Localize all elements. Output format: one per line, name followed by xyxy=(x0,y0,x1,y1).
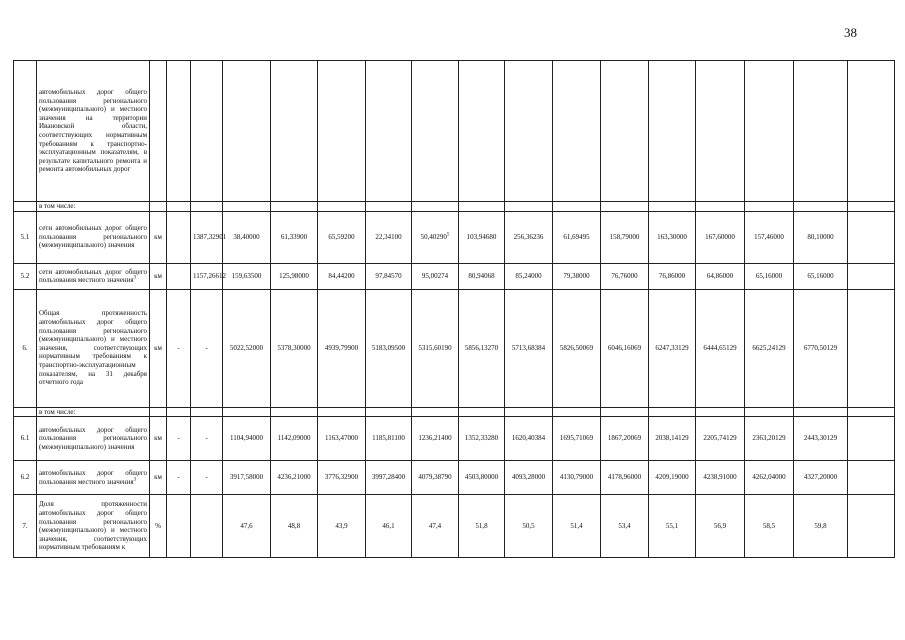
value-cell xyxy=(191,495,223,558)
value-cell: 4262,04000 xyxy=(745,461,794,495)
value-cell xyxy=(271,202,318,212)
value-cell: 6247,33129 xyxy=(649,289,696,407)
value-cell: 2363,20129 xyxy=(745,417,794,461)
value-cell xyxy=(601,407,649,417)
value-cell xyxy=(366,407,412,417)
value-cell xyxy=(191,407,223,417)
footnote-marker: 3 xyxy=(133,275,137,281)
value-cell: - xyxy=(191,461,223,495)
value-cell: - xyxy=(167,417,191,461)
table-row xyxy=(14,461,895,495)
row-description-cell: сети автомобильных дорог общего пользования местного значения$^3$ xyxy=(37,263,150,289)
value-cell: 6444,65129 xyxy=(696,289,745,407)
row-description-cell: в том числе: xyxy=(37,202,150,212)
value-cell: 47,6 xyxy=(223,495,271,558)
value-cell xyxy=(794,407,848,417)
value-cell: - xyxy=(167,289,191,407)
value-cell xyxy=(223,407,271,417)
value-cell: 43,9 xyxy=(318,495,366,558)
value-cell xyxy=(553,61,601,202)
value-cell xyxy=(649,61,696,202)
value-cell: 103,94680 xyxy=(459,211,505,263)
value-cell: 51,8 xyxy=(459,495,505,558)
value-cell xyxy=(745,202,794,212)
row-index-cell: 7. xyxy=(14,495,37,558)
table-row xyxy=(14,407,895,417)
value-cell xyxy=(167,495,191,558)
row-index-cell xyxy=(14,407,37,417)
value-cell xyxy=(412,61,459,202)
value-cell xyxy=(848,417,895,461)
value-cell: 65,16000 xyxy=(794,263,848,289)
value-cell xyxy=(848,263,895,289)
value-cell: 167,60000 xyxy=(696,211,745,263)
value-cell: 2205,74129 xyxy=(696,417,745,461)
value-cell xyxy=(505,61,553,202)
value-cell: 1104,94000 xyxy=(223,417,271,461)
value-cell: 59,8 xyxy=(794,495,848,558)
value-cell: 5315,60190 xyxy=(412,289,459,407)
value-cell: 38,40000 xyxy=(223,211,271,263)
value-cell: 5856,13270 xyxy=(459,289,505,407)
value-cell: 4238,91000 xyxy=(696,461,745,495)
value-cell: 50,5 xyxy=(505,495,553,558)
value-cell: 1387,32901 xyxy=(191,211,223,263)
value-cell: 2443,30129 xyxy=(794,417,848,461)
row-index-cell: 6.2 xyxy=(14,461,37,495)
value-cell: 4093,28000 xyxy=(505,461,553,495)
value-cell xyxy=(848,211,895,263)
value-cell: 80,10000 xyxy=(794,211,848,263)
value-cell: 58,5 xyxy=(745,495,794,558)
value-cell: 47,4 xyxy=(412,495,459,558)
unit-cell: % xyxy=(150,495,167,558)
unit-cell xyxy=(150,61,167,202)
value-cell xyxy=(848,289,895,407)
value-cell xyxy=(191,202,223,212)
row-index-cell: 6.1 xyxy=(14,417,37,461)
value-cell: 4130,79000 xyxy=(553,461,601,495)
value-cell: 4209,19000 xyxy=(649,461,696,495)
value-cell: - xyxy=(191,289,223,407)
value-cell xyxy=(745,61,794,202)
value-cell: 61,69495 xyxy=(553,211,601,263)
value-cell: 56,9 xyxy=(696,495,745,558)
row-description-cell: сети автомобильных дорог общего пользования регионального (межмуниципального) значения xyxy=(37,211,150,263)
value-cell: 76,76000 xyxy=(601,263,649,289)
value-cell xyxy=(848,461,895,495)
value-cell: 64,86000 xyxy=(696,263,745,289)
value-cell: 53,4 xyxy=(601,495,649,558)
value-cell: 50,40290$^5$ xyxy=(412,211,459,263)
value-cell xyxy=(696,202,745,212)
row-description-cell: Доля протяженности автомобильных дорог общего пользования регионального (межмуниципального) и местного значения, соответствующих нормативным требованиям к xyxy=(37,495,150,558)
unit-cell xyxy=(150,202,167,212)
value-cell: 125,98000 xyxy=(271,263,318,289)
value-cell xyxy=(412,407,459,417)
value-cell: 1163,47000 xyxy=(318,417,366,461)
value-cell: 46,1 xyxy=(366,495,412,558)
value-cell xyxy=(459,61,505,202)
value-cell xyxy=(167,263,191,289)
value-cell: 84,44200 xyxy=(318,263,366,289)
value-cell xyxy=(318,202,366,212)
value-cell: 51,4 xyxy=(553,495,601,558)
row-index-cell: 5.1 xyxy=(14,211,37,263)
value-cell: 5826,50069 xyxy=(553,289,601,407)
value-cell: 80,94068 xyxy=(459,263,505,289)
table-row xyxy=(14,211,895,263)
value-cell xyxy=(601,202,649,212)
value-cell: 4236,21000 xyxy=(271,461,318,495)
value-cell xyxy=(167,202,191,212)
value-cell: 5713,68384 xyxy=(505,289,553,407)
value-cell: 61,33900 xyxy=(271,211,318,263)
value-cell xyxy=(412,202,459,212)
table-row xyxy=(14,202,895,212)
value-cell xyxy=(696,407,745,417)
value-cell xyxy=(601,61,649,202)
unit-cell: км xyxy=(150,289,167,407)
value-cell xyxy=(271,61,318,202)
row-description-cell: автомобильных дорог общего пользования регионального (межмуниципального) значения xyxy=(37,417,150,461)
table-row xyxy=(14,289,895,407)
value-cell: 1185,81100 xyxy=(366,417,412,461)
value-cell xyxy=(223,61,271,202)
row-index-cell xyxy=(14,61,37,202)
value-cell xyxy=(167,61,191,202)
value-cell: 76,86000 xyxy=(649,263,696,289)
value-cell: 1157,26612 xyxy=(191,263,223,289)
value-cell: 256,36236 xyxy=(505,211,553,263)
value-cell: 3917,58000 xyxy=(223,461,271,495)
table-row xyxy=(14,61,895,202)
value-cell: 6046,16069 xyxy=(601,289,649,407)
value-cell xyxy=(318,407,366,417)
value-cell xyxy=(459,407,505,417)
table-row xyxy=(14,417,895,461)
footnote-marker: 5 xyxy=(446,232,450,238)
footnote-marker: 3 xyxy=(133,477,137,483)
value-cell xyxy=(553,202,601,212)
value-cell xyxy=(505,202,553,212)
value-cell xyxy=(848,202,895,212)
value-cell: 5022,52000 xyxy=(223,289,271,407)
value-cell xyxy=(848,495,895,558)
value-cell xyxy=(794,61,848,202)
row-index-cell xyxy=(14,202,37,212)
value-cell: 5378,30000 xyxy=(271,289,318,407)
value-cell: 163,30000 xyxy=(649,211,696,263)
value-cell: 79,38000 xyxy=(553,263,601,289)
unit-cell: км xyxy=(150,263,167,289)
value-cell: 4178,96000 xyxy=(601,461,649,495)
unit-cell xyxy=(150,407,167,417)
page-number: 38 xyxy=(844,25,857,40)
value-cell: 159,63500 xyxy=(223,263,271,289)
row-description-cell: в том числе: xyxy=(37,407,150,417)
value-cell: 1867,20069 xyxy=(601,417,649,461)
data-table xyxy=(13,60,895,558)
unit-cell: км xyxy=(150,417,167,461)
value-cell: 95,00274 xyxy=(412,263,459,289)
value-cell: - xyxy=(191,417,223,461)
value-cell: 22,34100 xyxy=(366,211,412,263)
value-cell xyxy=(167,211,191,263)
row-index-cell: 6. xyxy=(14,289,37,407)
value-cell xyxy=(459,202,505,212)
value-cell: 4079,38790 xyxy=(412,461,459,495)
value-cell xyxy=(649,407,696,417)
value-cell xyxy=(505,407,553,417)
value-cell: 65,16000 xyxy=(745,263,794,289)
value-cell: 4503,80000 xyxy=(459,461,505,495)
value-cell xyxy=(649,202,696,212)
value-cell: 65,59200 xyxy=(318,211,366,263)
value-cell: 2038,14129 xyxy=(649,417,696,461)
value-cell xyxy=(848,407,895,417)
unit-cell: км xyxy=(150,461,167,495)
value-cell: 1236,21400 xyxy=(412,417,459,461)
value-cell: 3776,32900 xyxy=(318,461,366,495)
value-cell xyxy=(696,61,745,202)
value-cell: 5183,09500 xyxy=(366,289,412,407)
value-cell xyxy=(318,61,366,202)
row-description-cell: автомобильных дорог общего пользования регионального (межмуниципального) и местного значения на территории Ивановской области, соответствующих нормативным требованиям к транспортно-эксплуатационным показателям, в результате капитального ремонта и ремонта автомобильных дорог xyxy=(37,61,150,202)
value-cell: 6625,24129 xyxy=(745,289,794,407)
value-cell: 157,46000 xyxy=(745,211,794,263)
row-description-cell: автомобильных дорог общего пользования местного значения$^3$ xyxy=(37,461,150,495)
value-cell xyxy=(191,61,223,202)
value-cell: 6770,50129 xyxy=(794,289,848,407)
value-cell: 1695,71069 xyxy=(553,417,601,461)
value-cell: - xyxy=(167,461,191,495)
value-cell: 158,79000 xyxy=(601,211,649,263)
value-cell xyxy=(794,202,848,212)
table-row xyxy=(14,263,895,289)
value-cell xyxy=(745,407,794,417)
value-cell: 4939,79900 xyxy=(318,289,366,407)
value-cell: 4327,20000 xyxy=(794,461,848,495)
value-cell: 97,84570 xyxy=(366,263,412,289)
value-cell xyxy=(366,202,412,212)
value-cell: 55,1 xyxy=(649,495,696,558)
row-index-cell: 5.2 xyxy=(14,263,37,289)
value-cell xyxy=(553,407,601,417)
value-cell xyxy=(271,407,318,417)
value-cell xyxy=(848,61,895,202)
row-description-cell: Общая протяженность автомобильных дорог общего пользования регионального (межмуниципального) и местного значения, соответствующих нормативным требованиям к транспортно-эксплуатационным показателям, на 31 декабря отчетного года xyxy=(37,289,150,407)
value-cell xyxy=(223,202,271,212)
value-cell xyxy=(366,61,412,202)
value-cell: 85,24000 xyxy=(505,263,553,289)
table-row xyxy=(14,495,895,558)
value-cell: 3997,28400 xyxy=(366,461,412,495)
value-cell: 1352,33280 xyxy=(459,417,505,461)
value-cell xyxy=(167,407,191,417)
value-cell: 1620,40384 xyxy=(505,417,553,461)
value-cell: 48,8 xyxy=(271,495,318,558)
unit-cell: км xyxy=(150,211,167,263)
value-cell: 1142,09000 xyxy=(271,417,318,461)
